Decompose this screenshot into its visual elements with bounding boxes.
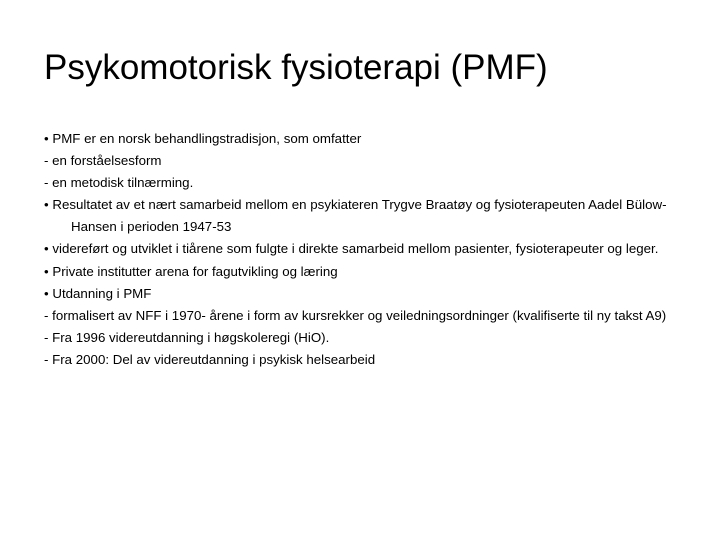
slide-title: Psykomotorisk fysioterapi (PMF) xyxy=(44,48,548,87)
body-line: - Fra 1996 videreutdanning i høgskoleregi (HiO). xyxy=(44,329,330,345)
body-line: • Private institutter arena for fagutvikling og læring xyxy=(44,263,338,279)
body-line: • videreført og utviklet i tiårene som fulgte i direkte samarbeid mellom pasienter, fysioterapeuter og leger. xyxy=(44,241,659,257)
body-line: - en metodisk tilnærming. xyxy=(44,175,194,191)
slide-body xyxy=(44,128,684,371)
body-line: - formalisert av NFF i 1970- årene i form av kursrekker og veiledningsordninger (kvalifiserte til ny takst A9) xyxy=(44,307,667,323)
body-line: • Resultatet av et nært samarbeid mellom en psykiateren Trygve Braatøy og fysioterapeuten Aadel Bülow-Hansen i perioden 1947-53 xyxy=(44,197,667,235)
body-line: - Fra 2000: Del av videreutdanning i psykisk helsearbeid xyxy=(44,351,376,367)
body-line: • Utdanning i PMF xyxy=(44,285,152,301)
body-line: • PMF er en norsk behandlingstradisjon, som omfatter xyxy=(44,131,362,146)
body-line: - en forståelsesform xyxy=(44,153,162,169)
